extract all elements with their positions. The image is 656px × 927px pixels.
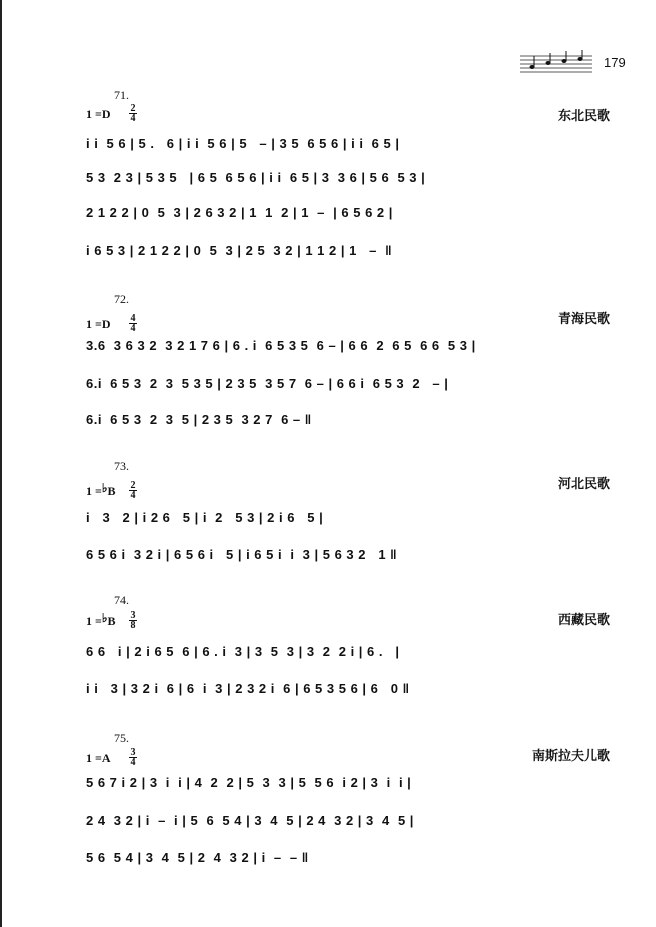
- notes: i i 5 6 | 5 . 6 | i i 5 6 | 5 – | 3 5 6 5 6 | i i 6 5 |: [86, 136, 400, 151]
- song-number: 73.: [114, 459, 129, 473]
- notes: 5 3 2 3 | 5 3 5 | 6 5 6 5 6 | i i 6 5 | 3 3 6 | 5 6 5 3 |: [86, 170, 426, 185]
- key-signature: 1 =A: [86, 751, 111, 765]
- notation-row: [86, 679, 610, 701]
- notes: 2 1 2 2 | 0 5 3 | 2 6 3 2 | 1 1 2 | 1 – | 6 5 6 2 |: [86, 205, 393, 220]
- time-top: 4: [130, 313, 136, 324]
- song-origin: 东北民歌: [557, 108, 610, 123]
- notes: 5 6 7 i 2 | 3 i i | 4 2 2 | 5 3 3 | 5 5 6 i 2 | 3 i i |: [86, 775, 412, 790]
- notation-row: [86, 241, 610, 263]
- time-signature: [128, 748, 138, 767]
- key-prefix: 1 =: [86, 484, 102, 498]
- notation-row: [86, 410, 610, 432]
- key-signature: [86, 481, 116, 499]
- time-bottom: 4: [130, 323, 136, 334]
- key-note: B: [107, 484, 116, 498]
- time-top: 2: [130, 480, 136, 491]
- time-top: 2: [130, 103, 136, 114]
- key-signature: 1 =D: [86, 317, 111, 331]
- notation-row: [86, 168, 610, 190]
- time-bottom: 4: [130, 113, 136, 124]
- notes: 6 5 6 i 3 2 i | 6 5 6 i 5 | i 6 5 i i 3 | 5 6 3 2 1 ‖: [86, 547, 398, 562]
- song-origin: 南斯拉夫儿歌: [531, 748, 610, 763]
- page-header: [520, 50, 630, 76]
- flat-icon: ♭: [101, 611, 108, 625]
- notation-row: [86, 203, 610, 225]
- notes: 6 6 i | 2 i 6 5 6 | 6 . i 3 | 3 5 3 | 3 2 2 i | 6 . |: [86, 644, 400, 659]
- time-bottom: 4: [130, 490, 136, 501]
- time-signature: [128, 314, 138, 333]
- page-number: 179: [604, 55, 626, 70]
- time-signature: [128, 611, 138, 630]
- flat-icon: ♭: [101, 481, 108, 495]
- notes: i 3 2 | i 2 6 5 | i 2 5 3 | 2 i 6 5 |: [86, 510, 324, 525]
- time-bottom: 8: [130, 620, 136, 631]
- music-staff-ornament-icon: [520, 50, 592, 74]
- key-signature: 1 =D: [86, 107, 111, 121]
- notation-row: [86, 848, 610, 870]
- time-signature: [128, 104, 138, 123]
- song-number: 74.: [114, 593, 129, 607]
- notation-row: [86, 642, 610, 664]
- notation-row: [86, 374, 610, 396]
- notes: 2 4 3 2 | i – i | 5 6 5 4 | 3 4 5 | 2 4 3 2 | 3 4 5 |: [86, 813, 414, 828]
- notation-row: [86, 336, 610, 358]
- song-origin: 青海民歌: [557, 311, 610, 326]
- time-signature: [128, 481, 138, 500]
- key-prefix: 1 =: [86, 614, 102, 628]
- song-number: 75.: [114, 731, 129, 745]
- time-top: 3: [130, 747, 136, 758]
- song-origin: 河北民歌: [557, 476, 610, 491]
- notes: 6.i 6 5 3 2 3 5 3 5 | 2 3 5 3 5 7 6 – | 6 6 i 6 5 3 2 – |: [86, 376, 449, 391]
- song-number: 72.: [114, 292, 129, 306]
- time-bottom: 4: [130, 757, 136, 768]
- time-top: 3: [130, 610, 136, 621]
- song-number: 71.: [114, 88, 129, 102]
- notes: i 6 5 3 | 2 1 2 2 | 0 5 3 | 2 5 3 2 | 1 1 2 | 1 – ‖: [86, 243, 393, 258]
- notes: 3.6 3 6 3 2 3 2 1 7 6 | 6 . i 6 5 3 5 6 – | 6 6 2 6 5 6 6 5 3 |: [86, 338, 476, 353]
- notes: i i 3 | 3 2 i 6 | 6 i 3 | 2 3 2 i 6 | 6 5 3 5 6 | 6 0 ‖: [86, 681, 410, 696]
- notation-row: [86, 545, 610, 567]
- notation-row: [86, 134, 610, 156]
- notation-row: [86, 811, 610, 833]
- notes: 6.i 6 5 3 2 3 5 | 2 3 5 3 2 7 6 – ‖: [86, 412, 312, 427]
- notation-row: [86, 773, 610, 795]
- key-note: B: [107, 614, 116, 628]
- notation-row: [86, 508, 610, 530]
- notes: 5 6 5 4 | 3 4 5 | 2 4 3 2 | i – – ‖: [86, 850, 309, 865]
- song-origin: 西藏民歌: [557, 612, 610, 627]
- key-signature: [86, 611, 116, 629]
- page-spine-line: [0, 0, 2, 927]
